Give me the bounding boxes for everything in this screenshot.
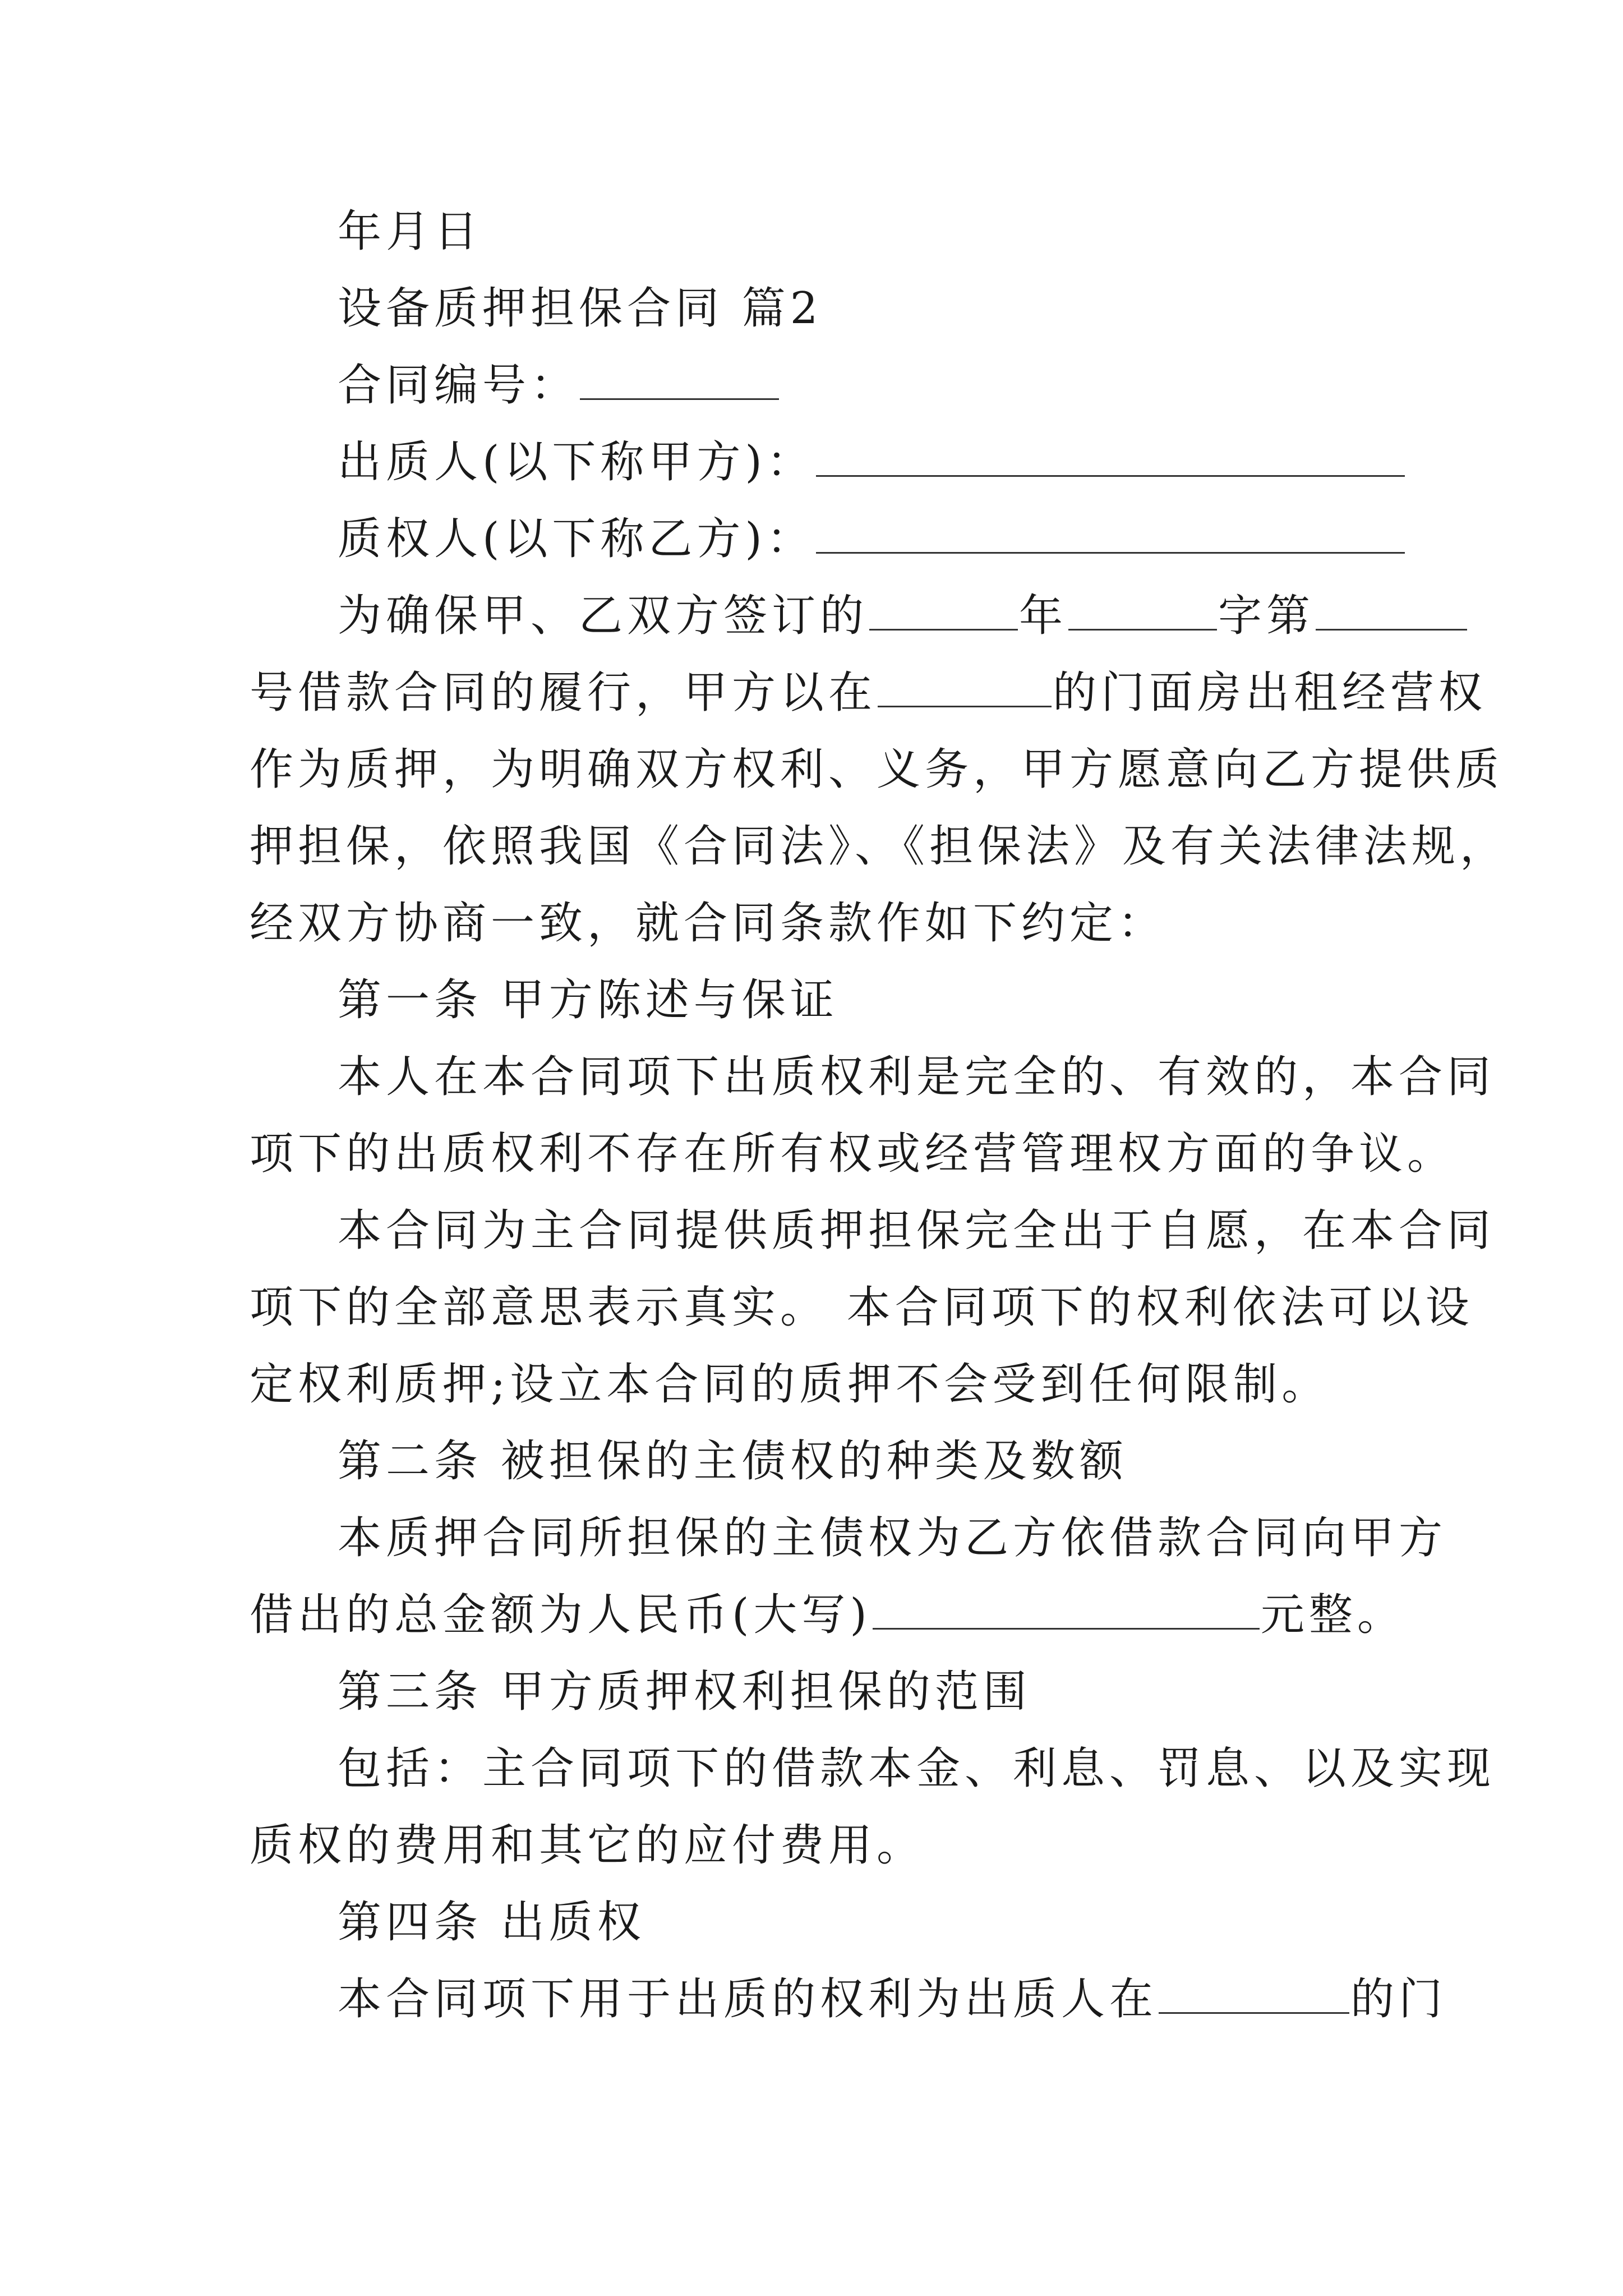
article-1-text: 项下的出质权利不存在所有权或经营管理权方面的争议。 bbox=[250, 1129, 1456, 1179]
contract-number-row bbox=[250, 347, 1405, 424]
intro-line-3: 作为质押，为明确双方权利、义务，甲方愿意向乙方提供质 bbox=[250, 744, 1504, 795]
article-2-title: 第二条 被担保的主债权的种类及数额 bbox=[338, 1436, 1128, 1487]
article-1-title: 第一条 甲方陈述与保证 bbox=[338, 975, 838, 1025]
article-1-text: 定权利质押;设立本合同的质押不会受到任何限制。 bbox=[250, 1359, 1330, 1410]
article-2-amount-row bbox=[250, 1577, 1405, 1654]
pledgee-row bbox=[250, 501, 1405, 578]
date-line: 年月日 bbox=[338, 206, 483, 257]
article-4-row bbox=[250, 1961, 1447, 2038]
number-blank[interactable] bbox=[1316, 594, 1467, 631]
amount-blank[interactable] bbox=[873, 1593, 1260, 1630]
year-blank[interactable] bbox=[869, 594, 1018, 631]
intro-line-4: 押担保，依照我国《合同法》、《担保法》及有关法律法规， bbox=[250, 821, 1509, 872]
document-heading: 设备质押担保合同 篇2 bbox=[338, 283, 823, 334]
location-blank[interactable] bbox=[878, 671, 1052, 707]
article-2-text: 借出的总金额为人民币(大写) bbox=[250, 1590, 872, 1640]
article-2-text: 本质押合同所担保的主债权为乙方依借款合同向甲方 bbox=[338, 1513, 1447, 1563]
number-label: 字第 bbox=[1218, 591, 1315, 641]
intro-text: 为确保甲、乙双方签订的 bbox=[338, 591, 869, 641]
article-4-text: 本合同项下用于出质的权利为出质人在 bbox=[338, 1974, 1158, 2024]
intro-text: 的门面房出租经营权 bbox=[1053, 668, 1487, 718]
contract-number-label: 合同编号： bbox=[338, 360, 579, 411]
pledgor-row bbox=[250, 424, 1405, 501]
intro-text: 号借款合同的履行，甲方以在 bbox=[250, 668, 877, 718]
intro-line-1 bbox=[250, 578, 1405, 655]
intro-line-5: 经双方协商一致，就合同条款作如下约定： bbox=[250, 898, 1166, 949]
article-1-text: 本人在本合同项下出质权利是完全的、有效的，本合同 bbox=[338, 1052, 1496, 1102]
pledgor-blank[interactable] bbox=[816, 440, 1405, 477]
article-3-text: 质权的费用和其它的应付费用。 bbox=[250, 1820, 925, 1871]
document-page bbox=[250, 194, 1509, 2038]
article-2-text: 元整。 bbox=[1260, 1590, 1405, 1640]
contract-number-blank[interactable] bbox=[580, 364, 779, 400]
article-3-text: 包括：主合同项下的借款本金、利息、罚息、以及实现 bbox=[338, 1743, 1496, 1794]
article-1-text: 项下的全部意思表示真实。 本合同项下的权利依法可以设 bbox=[250, 1282, 1474, 1333]
pledgor-label: 出质人(以下称甲方)： bbox=[338, 437, 815, 487]
article-4-text: 的门 bbox=[1350, 1974, 1447, 2024]
article-3-title: 第三条 甲方质押权利担保的范围 bbox=[338, 1667, 1031, 1717]
article-1-text: 本合同为主合同提供质押担保完全出于自愿，在本合同 bbox=[338, 1205, 1496, 1256]
intro-line-2 bbox=[250, 655, 1487, 731]
pledgee-label: 质权人(以下称乙方)： bbox=[338, 514, 815, 564]
pledge-location-blank[interactable] bbox=[1159, 1977, 1349, 2014]
code-blank[interactable] bbox=[1068, 594, 1217, 631]
year-label: 年 bbox=[1019, 591, 1068, 641]
article-4-title: 第四条 出质权 bbox=[338, 1897, 645, 1948]
pledgee-blank[interactable] bbox=[816, 517, 1405, 554]
